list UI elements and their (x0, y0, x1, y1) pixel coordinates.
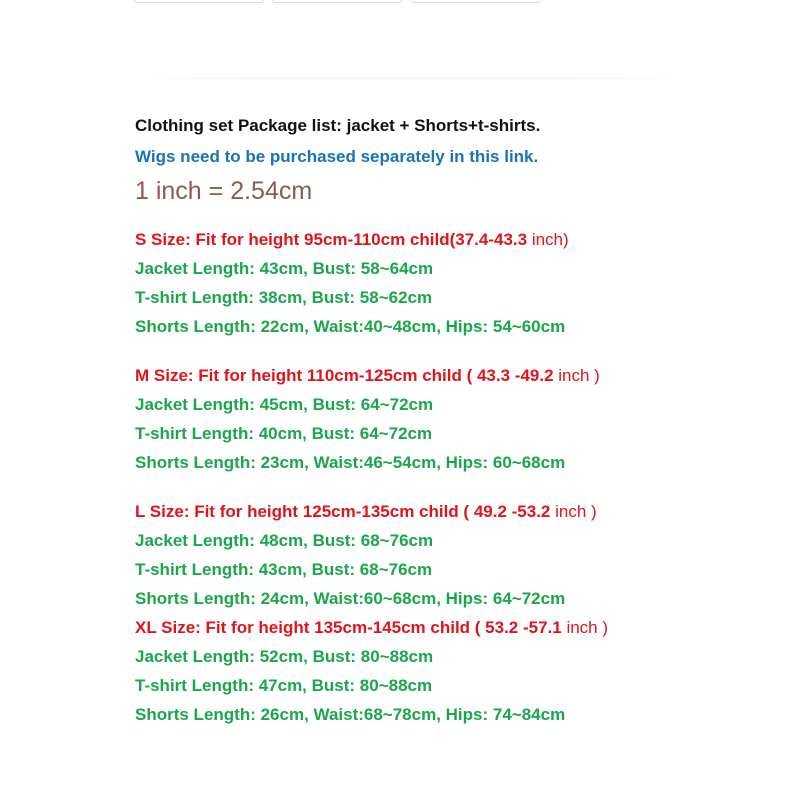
jacket-measurement: Jacket Length: 52cm, Bust: 80~88cm (135, 647, 434, 666)
tshirt-measurement: T-shirt Length: 43cm, Bust: 68~76cm (135, 560, 433, 579)
size-heading-unit: inch ) (550, 502, 597, 521)
size-heading (135, 225, 775, 254)
size-block-l (135, 497, 775, 613)
size-heading-unit: inch ) (553, 366, 600, 385)
top-tab-3[interactable] (411, 0, 541, 3)
size-heading (135, 361, 775, 390)
size-heading-text: L Size: Fit for height 125cm-135cm child ( 49.2 -53.2 (135, 502, 551, 521)
size-block-xl (135, 613, 775, 729)
shorts-measurement: Shorts Length: 23cm, Waist:46~54cm, Hips: 60~68cm (135, 453, 566, 472)
jacket-measurement: Jacket Length: 48cm, Bust: 68~76cm (135, 531, 434, 550)
tshirt-measurement: T-shirt Length: 47cm, Bust: 80~88cm (135, 676, 433, 695)
tshirt-measurement: T-shirt Length: 38cm, Bust: 58~62cm (135, 288, 433, 307)
size-chart-document (135, 111, 775, 729)
size-heading-text: M Size: Fit for height 110cm-125cm child ( 43.3 -49.2 (135, 366, 554, 385)
size-heading-text: XL Size: Fit for height 135cm-145cm child ( 53.2 -57.1 (135, 618, 562, 637)
size-heading-unit: inch) (527, 230, 569, 249)
top-tab-2[interactable] (272, 0, 402, 3)
size-block-m (135, 361, 775, 477)
shorts-measurement: Shorts Length: 24cm, Waist:60~68cm, Hips: 64~72cm (135, 589, 566, 608)
package-list-title: Clothing set Package list: jacket + Shorts+t-shirts. (135, 116, 541, 135)
inch-conversion: 1 inch = 2.54cm (135, 177, 313, 205)
jacket-measurement: Jacket Length: 45cm, Bust: 64~72cm (135, 395, 434, 414)
shorts-measurement: Shorts Length: 22cm, Waist:40~48cm, Hips: 54~60cm (135, 317, 566, 336)
wigs-link-note[interactable]: Wigs need to be purchased separately in this link. (135, 147, 539, 166)
tshirt-measurement: T-shirt Length: 40cm, Bust: 64~72cm (135, 424, 433, 443)
divider (130, 78, 690, 79)
shorts-measurement: Shorts Length: 26cm, Waist:68~78cm, Hips: 74~84cm (135, 705, 566, 724)
size-heading-unit: inch ) (561, 618, 609, 637)
size-heading (135, 613, 775, 642)
top-tab-1[interactable] (134, 0, 264, 3)
size-heading-text: S Size: Fit for height 95cm-110cm child(37.4-43.3 (135, 230, 528, 249)
jacket-measurement: Jacket Length: 43cm, Bust: 58~64cm (135, 259, 434, 278)
size-heading (135, 497, 775, 526)
size-block-s (135, 225, 775, 341)
